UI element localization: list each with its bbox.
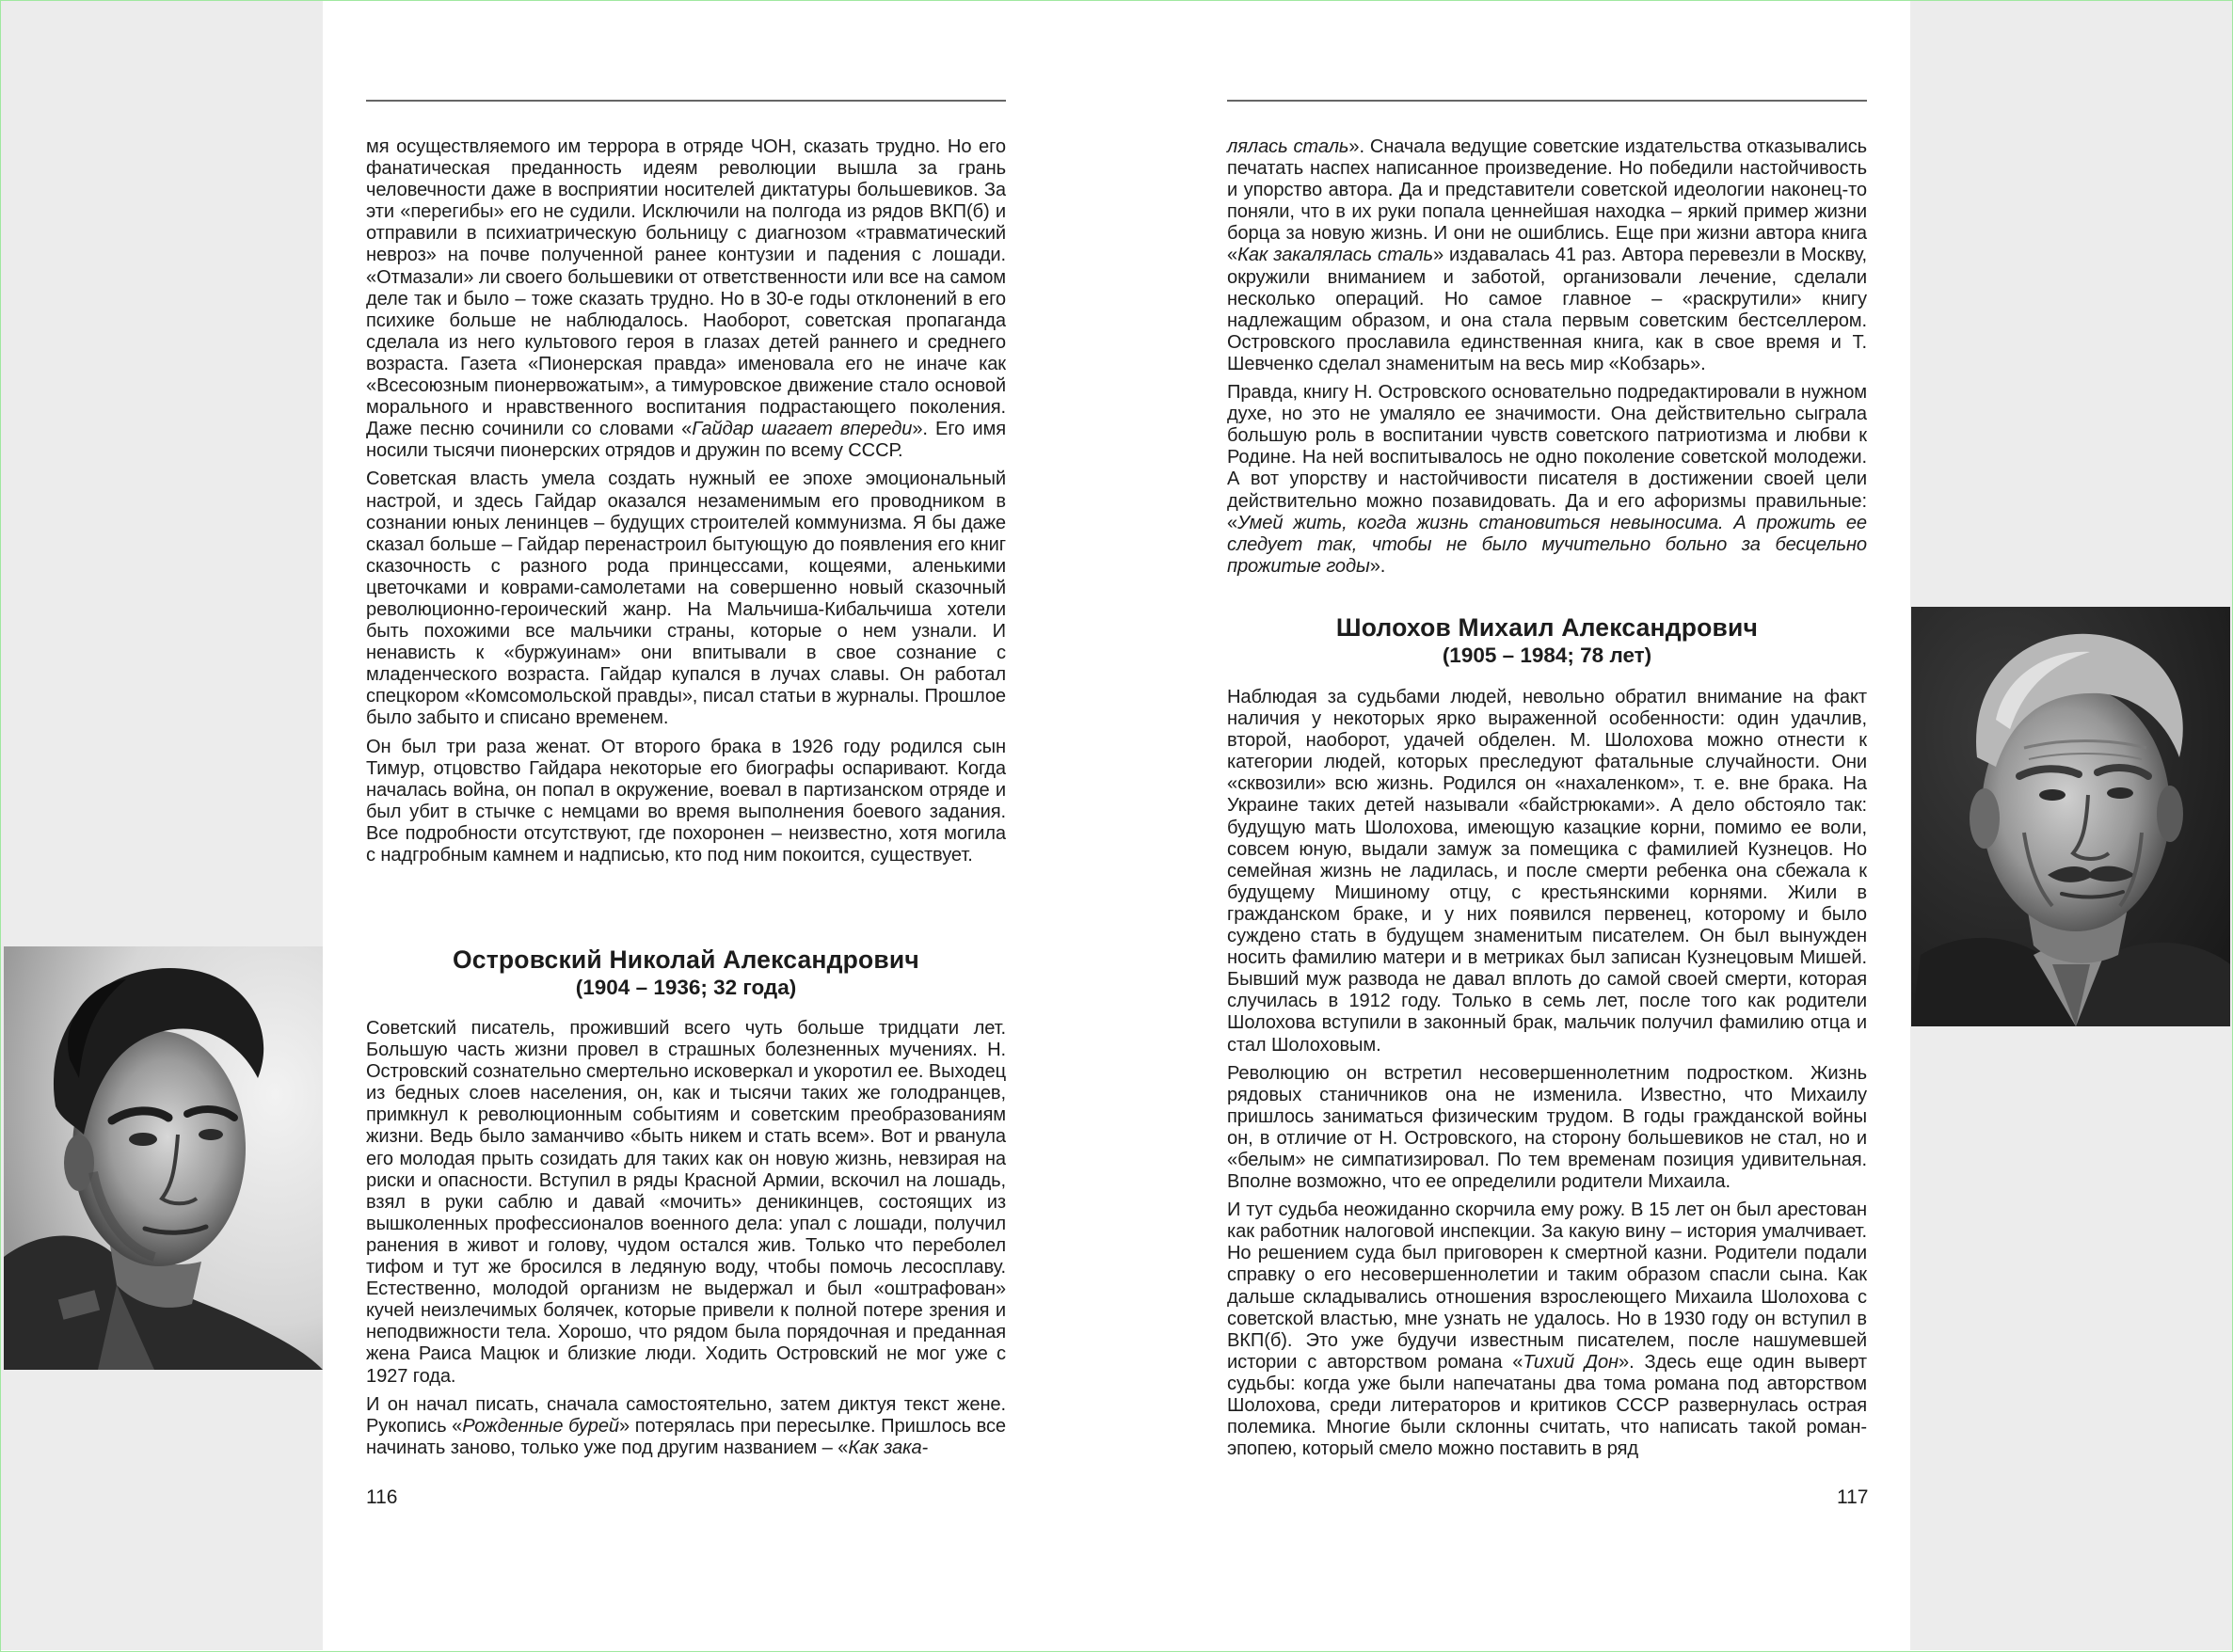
paragraph: Советский писатель, проживший всего чуть больше тридцати лет. Большую часть жизни провел в страшных болезненных мучениях. Н. Островский сознательно смертельно исковеркал и укоротил ее. Выходец из бедных слоев населения, он, как и тысячи таких же голодранцев, примкнул к революционным событиям и советским преобразованиям жизни. Ведь было заманчиво «быть никем и стать всем». Вот и рванула его молодая прыть созидать для таких как он новую жизнь, невзирая на риски и опасности. Вступил в ряды Красной Армии, вскочил на лошадь, взял в руки саблю и давай «мочить» деникинцев, состоящих из вышколенных профессионалов военного дела: упал с лошади, получил ранения в живот и голову, чудом остался жив. Только что переболел тифом и тут же бросился в ледяную воду, чтобы помочь лесосплаву. Естественно, молодой организм не выдержал и был «оштрафован» кучей неизлечимых болячек, которые привели к полной потере зрения и неподвижности тела. Хорошо, что рядом была порядочная и преданная жена Раиса Мацюк и близкие люди. Ходить Островский не мог уже с 1927 года. bbox=[366, 1018, 1006, 1387]
left-page-top-text bbox=[366, 136, 1006, 873]
paragraph: Наблюдая за судьбами людей, невольно обратил внимание на факт наличия у некоторых ярко выраженной особенности: один удачлив, второй, наоборот, удачей обделен. М. Шолохова можно отнести к категории людей, которых преследуют фатальные случайности. Они «сквозили» всю жизнь. Родился он «нахаленком», т. е. вне брака. На Украине таких детей называли «байстрюками». А дело обстояло так: будущую мать Шолохова, имеющую казацкие корни, помимо ее воли, совсем юную, выдали замуж за помещика с фамилией Кузнецов. Но семейная жизнь не ладилась, и после смерти ребенка она сбежала к будущему Мишиному отцу, с крестьянскими корнями. Жили в гражданском браке, и у них появился первенец, которому и было суждено стать в будущем знаменитым писателем. Он был вынужден носить фамилию матери и в метриках был записан Кузнецовым Мишей. Бывший муж развода не давал вплоть до самой своей смерти, которая случилась в 1912 году. Только в семь лет, после того как родители Шолохова вступили в законный брак, мальчик получил фамилию отца и стал Шолоховым. bbox=[1227, 687, 1867, 1056]
paragraph: Революцию он встретил несовершеннолетним подростком. Жизнь рядовых станичников она не изменила. Известно, что Михаилу пришлось заниматься физическим трудом. В годы гражданской войны он, в отличие от Н. Островского, на сторону большевиков не стал, но и «белым» не симпатизировал. По тем временам позиция удивительная. Вполне возможно, что ее определили родители Михаила. bbox=[1227, 1062, 1867, 1193]
sholokhov-portrait bbox=[1911, 607, 2230, 1026]
paragraph: Правда, книгу Н. Островского основательно подредактировали в нужном духе, но это не умаляло ее значимости. Она действительно сыграла большую роль в воспитании чувств советского патриотизма и любви к Родине. На ней воспитывалось не одно поколение советской молодежи. А вот упорству и настойчивости писателя в достижении своей цели действительно можно позавидовать. Да и его афоризмы правильные: «Умей жить, когда жизнь становиться невыносима. А прожить ее следует так, чтобы не было мучительно больно за бесцельно прожитые годы». bbox=[1227, 382, 1867, 577]
paragraph: лялась сталь». Сначала ведущие советские издательства отказывались печатать наспех написанное произведение. Но победили настойчивость и упорство автора. Да и представители советской идеологии наконец-то поняли, что в их руки попала ценнейшая находка – яркий пример жизни борца за новую жизнь. И они не ошиблись. Еще при жизни автора книга «Как закалялась сталь» издавалась 41 раз. Автора перевезли в Москву, окружили вниманием и заботой, организовали лечение, сделали несколько операций. Но самое главное – «раскрутили» книгу надлежащим образом, и она стала первым советским бестселлером. Островского прославила единственная книга, как в свое время и Т. Шевченко сделал знаменитым на весь мир «Кобзарь». bbox=[1227, 136, 1868, 374]
paragraph: Советская власть умела создать нужный ее эпохе эмоциональный настрой, и здесь Гайдар оказался незаменимым его проводником в сознании юных ленинцев – будущих строителей коммунизма. Я бы даже сказал больше – Гайдар перенастроил бытующую до появления его книг сказочность с разного рода принцессами, кощеями, аленькими цветочками и коврами-самолетами на совершенно новый сказочный революционно-героический жанр. На Мальчиша-Кибальчиша хотели быть похожими все мальчики страны, которые о нем узнали. И ненависть к «буржуинам» они впитывали в свое сознание с младенческого возраста. Гайдар купался в лучах славы. Он работал спецкором «Комсомольской правды», писал статьи в журналы. Прошлое было забыто и списано временем. bbox=[366, 469, 1006, 729]
left-margin-area bbox=[1, 1, 323, 1650]
ostrovsky-portrait bbox=[4, 946, 323, 1370]
paragraph: Он был три раза женат. От второго брака в 1926 году родился сын Тимур, отцовство Гайдара некоторые его биографы оспаривают. Когда началась война, он попал в окружение, воевал в партизанском отряде и был убит в стычке с немцами во время выполнения боевого задания. Все подробности отсутствуют, где похоронен – неизвестно, хотя могила с надгробным камнем и надписью, кто под ним покоится, существует. bbox=[366, 736, 1006, 866]
section-years: (1905 – 1984; 78 лет) bbox=[1442, 643, 1652, 667]
right-page-top-text bbox=[1227, 136, 1867, 584]
page-number-right: 117 bbox=[1837, 1486, 1869, 1508]
sholokhov-heading bbox=[1227, 613, 1867, 669]
left-page-bottom-text bbox=[366, 1018, 1006, 1466]
page-number-left: 116 bbox=[366, 1486, 398, 1508]
ostrovsky-heading bbox=[366, 945, 1006, 1001]
section-title: Шолохов Михаил Александрович bbox=[1335, 613, 1759, 642]
portrait-drawing bbox=[1911, 607, 2230, 1026]
section-years: (1904 – 1936; 32 года) bbox=[575, 976, 797, 999]
paragraph: мя осуществляемого им террора в отряде ЧОН, сказать трудно. Но его фанатическая преданность идеям революции вышла за грань человечности даже в восприятии носителей диктатуры большевиков. За эти «перегибы» его не судили. Исключили на полгода из рядов ВКП(б) и отправили в психиатрическую больницу с диагнозом «травматический невроз» на почве полученной ранее контузии и падения с лошади. «Отмазали» ли своего большевики от ответственности или все на самом деле так и было – тоже сказать трудно. Но в 30-е годы отклонений в его психике больше не наблюдалось. Наоборот, советская пропаганда сделала из него культового героя в глазах детей раннего и среднего возраста. Газета «Пионерская правда» именовала его не иначе как «Всесоюзным пионервожатым», а тимуровское движение стало основой морального и нравственного воспитания подрастающего поколения. Даже песню сочинили со словами «Гайдар шагает впереди». Его имя носили тысячи пионерских отрядов и дружин по всему СССР. bbox=[366, 136, 1006, 462]
right-header-rule bbox=[1227, 100, 1867, 102]
portrait-drawing bbox=[4, 946, 323, 1370]
section-title: Островский Николай Александрович bbox=[452, 945, 920, 974]
paragraph: И он начал писать, сначала самостоятельно, затем диктуя текст жене. Рукопись «Рожденные бурей» потерялась при пересылке. Пришлось все начинать заново, только уже под другим названием – «Как зака- bbox=[366, 1393, 1006, 1458]
left-header-rule bbox=[366, 100, 1006, 102]
right-page-bottom-text bbox=[1227, 687, 1867, 1467]
paragraph: И тут судьба неожиданно скорчила ему рожу. В 15 лет он был арестован как работник налоговой инспекции. За какую вину – история умалчивает. Но решением суда был приговорен к смертной казни. Родители подали справку о его несовершеннолетии и таким образом спасли сына. Как дальше складывались отношения взрослеющего Михаила Шолохова с советской властью, мне узнать не удалось. Но в 1930 году он вступил в ВКП(б). Это уже будучи известным писателем, после нашумевшей истории с авторством романа «Тихий Дон». Здесь еще один выверт судьбы: когда уже были напечатаны два тома романа под авторством Шолохова, среди литераторов и критиков СССР развернулась острая полемика. Многие были склонны считать, что написать такой роман-эпопею, который смело можно поставить в ряд bbox=[1227, 1199, 1867, 1460]
